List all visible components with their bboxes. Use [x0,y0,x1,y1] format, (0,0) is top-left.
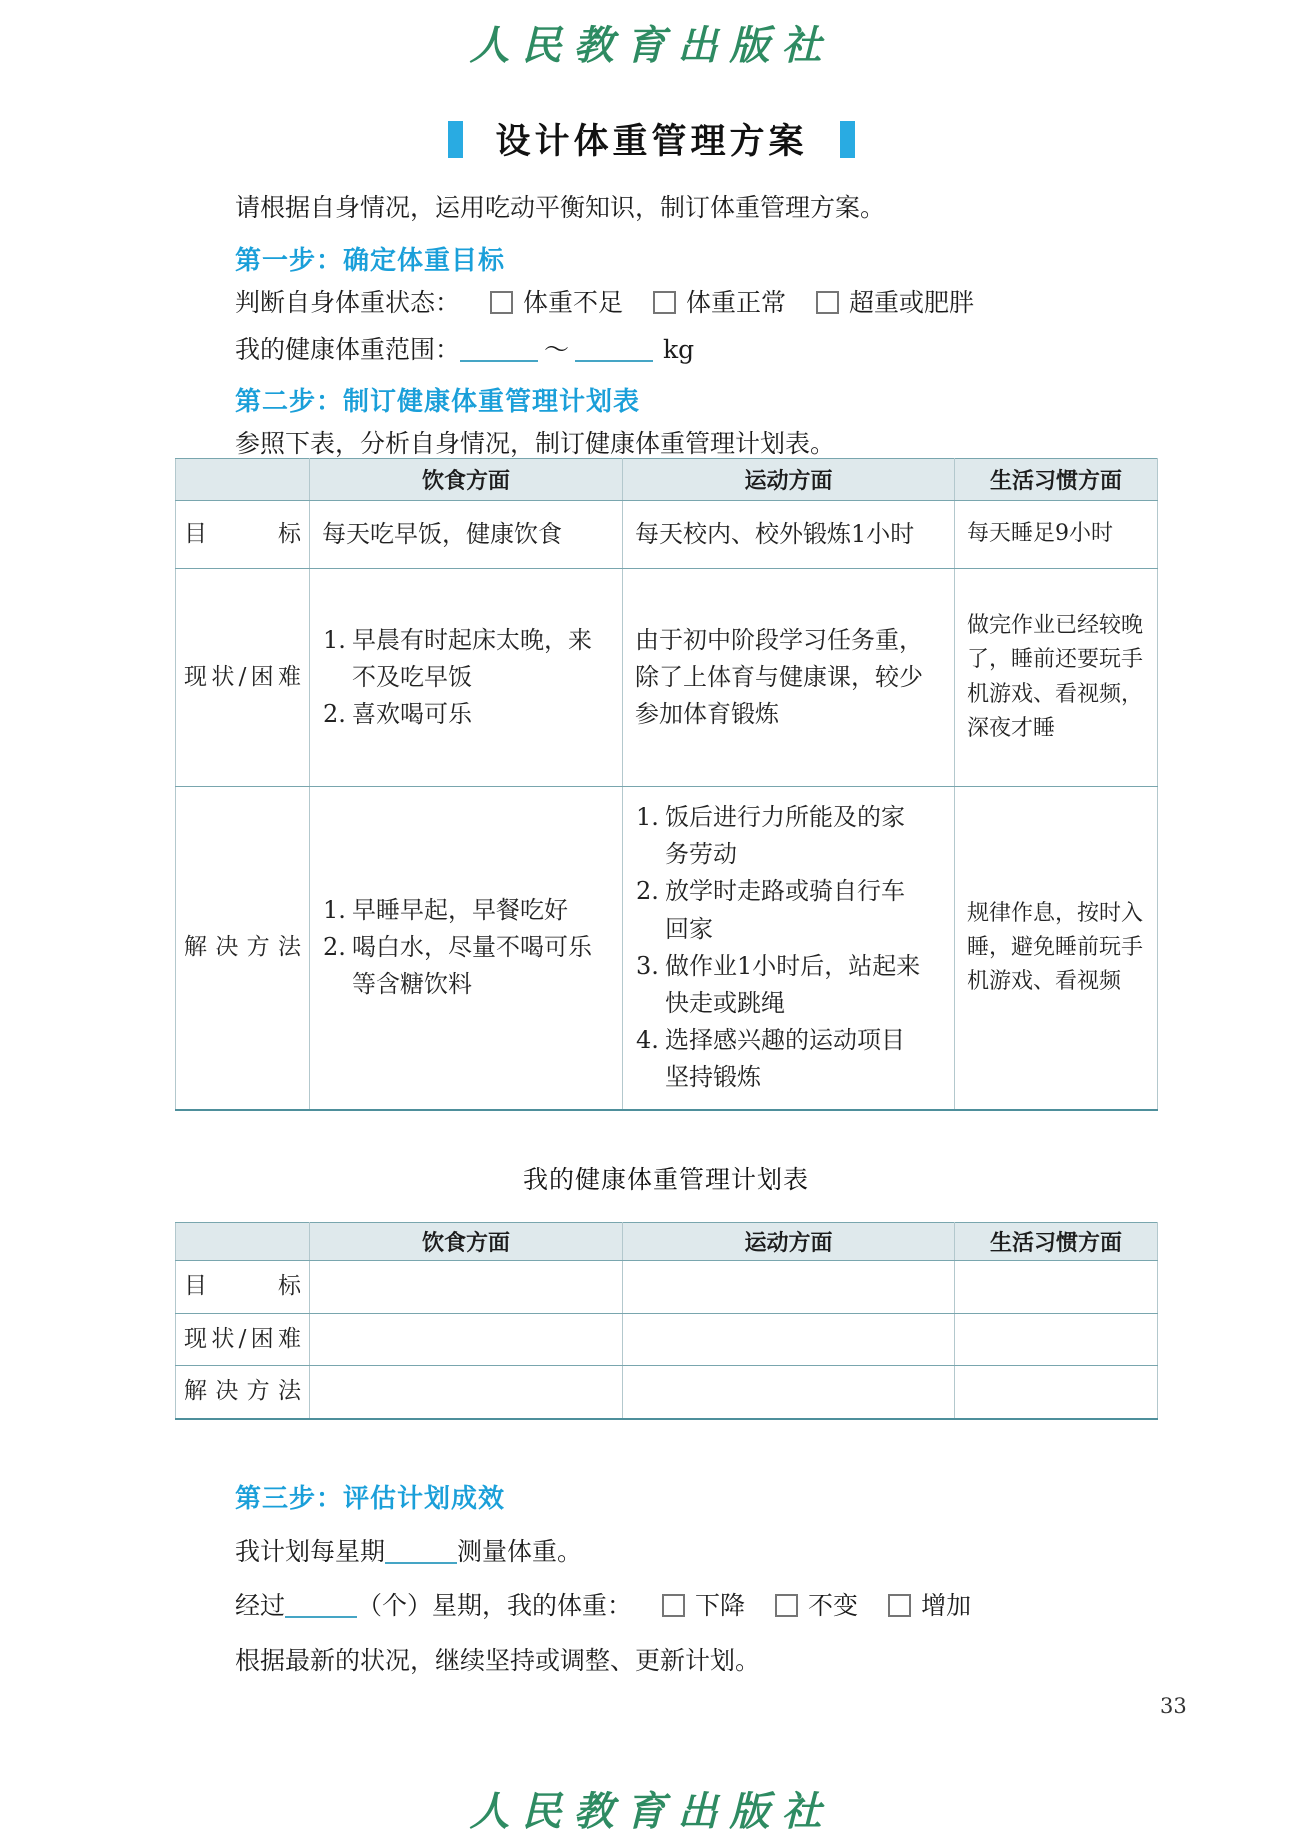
list-item: 1. 早晨有时起床太晚，来不及吃早饭 [323,625,592,691]
list-item: 1. 早睡早起，早餐吃好 [323,895,568,924]
table-cell [955,1366,1158,1419]
publisher-logo-top: 人民教育出版社 [469,22,834,69]
list-item: 2. 放学时走路或骑自行车回家 [636,877,905,943]
blank-underline-weeks [285,1593,357,1618]
option-label: 增加 [921,1591,972,1620]
result-middle: （个）星期，我的体重： [357,1591,633,1620]
table-cell: 规律作息，按时入睡，避免睡前玩手机游戏、看视频 [955,787,1158,1110]
measure-frequency-line [235,1536,582,1569]
blank-underline-max [575,337,653,362]
table-cell [623,1261,955,1314]
option-label: 不变 [808,1591,859,1620]
row-label: 目标 [176,1261,310,1314]
list-item: 1. 饭后进行力所能及的家务劳动 [636,803,905,869]
step2-heading: 第二步：制订健康体重管理计划表 [235,387,641,417]
table-cell [310,787,623,1110]
option-normal-weight [653,287,786,320]
column-header: 运动方面 [623,1223,955,1261]
table-cell [310,1366,623,1419]
row-label: 目标 [176,501,310,569]
list-item: 2. 喜欢喝可乐 [323,700,472,729]
publisher-logo-bottom: 人民教育出版社 [469,1788,834,1835]
weight-range-label: 我的健康体重范围： [235,335,461,364]
checkbox-icon [653,291,676,314]
checkbox-icon [888,1594,911,1617]
option-overweight [816,287,974,320]
weight-range-line [235,334,694,367]
table-cell [310,1261,623,1314]
step2-instruction: 参照下表，分析自身情况，制订健康体重管理计划表。 [235,429,836,458]
my-plan-table [175,1222,1158,1420]
column-header: 运动方面 [623,459,955,501]
row-label: 现状/困难 [176,569,310,787]
checkbox-icon [816,291,839,314]
table-cell [955,1313,1158,1366]
checkbox-icon [775,1594,798,1617]
table-cell: 由于初中阶段学习任务重，除了上体育与健康课，较少参加体育锻炼 [623,569,955,787]
range-separator: ～ [544,335,570,364]
option-label: 体重正常 [686,288,787,317]
weight-status-label: 判断自身体重状态： [235,288,461,317]
blank-underline-frequency [385,1539,457,1564]
table-cell [310,1313,623,1366]
table-cell: 每天校内、校外锻炼1小时 [623,501,955,569]
weight-status-line [235,287,974,320]
unit-label: kg [663,335,695,364]
table-cell: 每天睡足9小时 [955,501,1158,569]
option-label: 超重或肥胖 [849,288,975,317]
table-cell [623,787,955,1110]
measure-frequency-prefix: 我计划每星期 [235,1537,386,1566]
table-cell: 每天吃早饭，健康饮食 [310,501,623,569]
measure-frequency-suffix: 测量体重。 [457,1537,583,1566]
table-cell [623,1313,955,1366]
option-label: 体重不足 [523,288,624,317]
checkbox-icon [490,291,513,314]
column-header [176,459,310,501]
row-label: 现状/困难 [176,1313,310,1366]
option-label: 下降 [695,1591,746,1620]
step3-heading: 第三步：评估计划成效 [235,1484,506,1514]
row-label: 解决方法 [176,787,310,1110]
step1-heading: 第一步：确定体重目标 [235,246,506,276]
column-header: 生活习惯方面 [955,1223,1158,1261]
column-header: 生活习惯方面 [955,459,1158,501]
intro-text: 请根据自身情况，运用吃动平衡知识，制订体重管理方案。 [235,193,886,222]
list-item: 2. 喝白水，尽量不喝可乐等含糖饮料 [323,933,592,999]
closing-text: 根据最新的状况，继续坚持或调整、更新计划。 [235,1646,761,1675]
row-label: 解决方法 [176,1366,310,1419]
title-accent-bar-left [448,121,463,158]
my-plan-table-title: 我的健康体重管理计划表 [522,1165,809,1194]
table-cell: 做完作业已经较晚了，睡前还要玩手机游戏、看视频，深夜才睡 [955,569,1158,787]
option-unchanged [775,1590,858,1623]
page-number: 33 [1160,1694,1187,1718]
page-title: 设计体重管理方案 [495,121,808,162]
column-header: 饮食方面 [310,459,623,501]
result-line [235,1590,971,1623]
list-item: 4. 选择感兴趣的运动项目坚持锻炼 [636,1026,905,1092]
blank-underline-min [460,337,538,362]
example-plan-table [175,458,1158,1111]
column-header: 饮食方面 [310,1223,623,1261]
option-decreased [662,1590,745,1623]
result-prefix: 经过 [235,1591,286,1620]
option-underweight [490,287,623,320]
page-title-row [0,114,1303,164]
column-header [176,1223,310,1261]
table-cell [310,569,623,787]
title-accent-bar-right [840,121,855,158]
table-cell [623,1366,955,1419]
option-increased [888,1590,971,1623]
checkbox-icon [662,1594,685,1617]
list-item: 3. 做作业1小时后，站起来快走或跳绳 [636,951,921,1017]
table-cell [955,1261,1158,1314]
